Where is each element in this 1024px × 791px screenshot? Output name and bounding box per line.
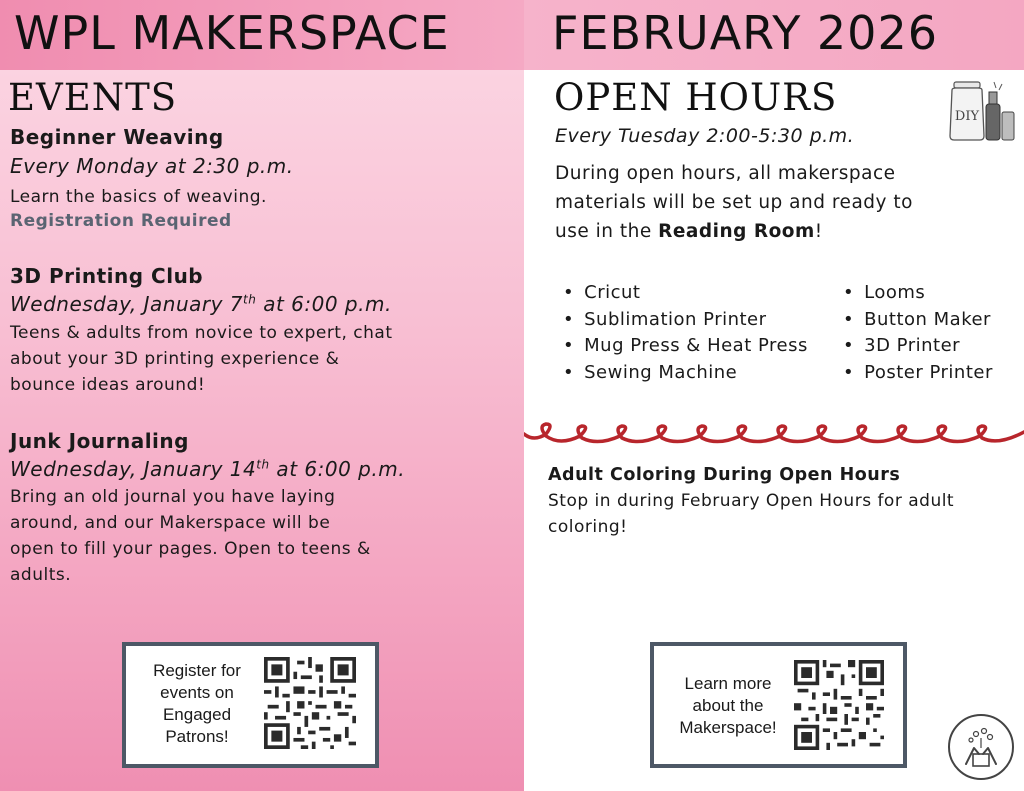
- open-hours-heading: OPEN HOURS: [554, 76, 838, 119]
- list-item: • 3D Printer: [843, 333, 993, 360]
- event-title-junk-journaling: Junk Journaling: [10, 429, 189, 453]
- svg-text:DIY: DIY: [954, 109, 980, 124]
- event-title-3d-printing: 3D Printing Club: [10, 264, 204, 288]
- event-desc-weaving: Learn the basics of weaving.: [10, 187, 267, 207]
- registration-note: Registration Required: [10, 211, 232, 231]
- materials-list-right: [843, 280, 993, 386]
- coloring-description: Stop in during February Open Hours for adult coloring!: [548, 491, 955, 537]
- event-when-3d-printing: Wednesday, January 7th at 6:00 p.m.: [10, 292, 392, 316]
- list-item: • Sewing Machine: [563, 360, 808, 387]
- open-hours-schedule: Every Tuesday 2:00-5:30 p.m.: [555, 125, 855, 147]
- makerspace-qr-caption: Learn more about the Makerspace!: [679, 674, 777, 737]
- event-desc-3d-printing: Teens & adults from novice to expert, chat about your 3D printing experience & bounce ideas around!: [10, 323, 393, 395]
- list-item: • Button Maker: [843, 307, 993, 334]
- list-item: • Cricut: [563, 280, 808, 307]
- list-item: • Sublimation Printer: [563, 307, 808, 334]
- page-title: WPL MAKERSPACE: [14, 6, 450, 60]
- materials-list-left: [563, 280, 808, 386]
- event-when-weaving: Every Monday at 2:30 p.m.: [10, 154, 294, 178]
- open-hours-description: During open hours, all makerspace materials will be set up and ready to use in the Reading Room!: [555, 163, 913, 242]
- register-qr-code[interactable]: [264, 657, 356, 749]
- event-title-weaving: Beginner Weaving: [10, 125, 224, 149]
- hands-logo-icon: [946, 712, 1016, 782]
- diy-jar-icon: [944, 78, 1018, 144]
- ribbon-divider: [524, 414, 1024, 450]
- register-qr-caption: Register for events on Engaged Patrons!: [153, 661, 241, 746]
- list-item: • Looms: [843, 280, 993, 307]
- month-title: FEBRUARY 2026: [552, 6, 938, 60]
- event-when-junk-journaling: Wednesday, January 14th at 6:00 p.m.: [10, 457, 406, 481]
- makerspace-qr-code[interactable]: [794, 660, 884, 750]
- coloring-title: Adult Coloring During Open Hours: [548, 465, 901, 485]
- event-desc-junk-journaling: Bring an old journal you have laying around, and our Makerspace will be open to fill your pages. Open to teens & adults.: [10, 487, 371, 585]
- list-item: • Mug Press & Heat Press: [563, 333, 808, 360]
- events-heading: EVENTS: [8, 76, 178, 119]
- list-item: • Poster Printer: [843, 360, 993, 387]
